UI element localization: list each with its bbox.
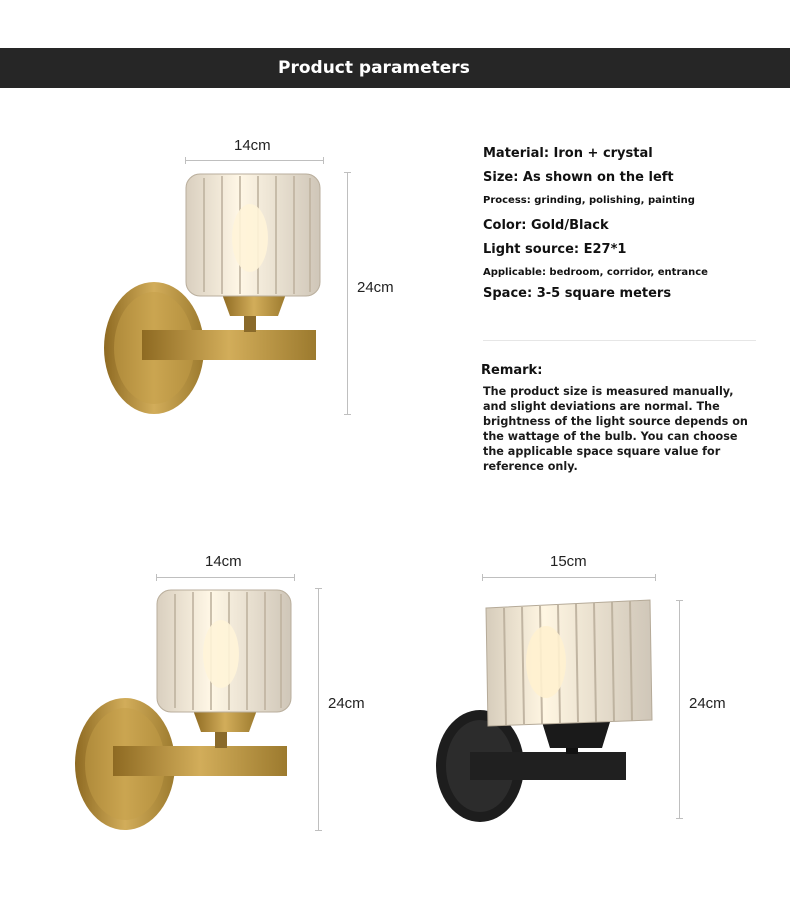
lamp1-height-line: [347, 172, 348, 415]
lamp2-height-label: 24cm: [328, 695, 365, 712]
lamp3-height-label: 24cm: [689, 695, 726, 712]
header-banner: [0, 48, 790, 88]
remark-body: The product size is measured manually, and slight deviations are normal. The brightness of the light source depends on the wattage of the bulb. You can choose the applicable space square value for reference only.: [483, 385, 748, 473]
spec-material: Material: Iron + crystal: [483, 146, 653, 161]
lamp1-image: [104, 168, 324, 418]
lamp3-image: [436, 596, 660, 826]
spec-applicable: Applicable: bedroom, corridor, entrance: [483, 267, 708, 278]
spec-size: Size: As shown on the left: [483, 170, 674, 185]
spec-color: Color: Gold/Black: [483, 218, 609, 233]
lamp1-height-label: 24cm: [357, 279, 394, 296]
lamp3-height-line: [679, 600, 680, 819]
remark-title: Remark:: [481, 363, 543, 378]
lamp2-width-label: 14cm: [205, 553, 242, 570]
lamp2-width-line: [156, 577, 295, 578]
banner-title: Product parameters: [278, 58, 470, 78]
spec-light-source: Light source: E27*1: [483, 242, 627, 257]
spec-process: Process: grinding, polishing, painting: [483, 195, 695, 206]
lamp3-width-label: 15cm: [550, 553, 587, 570]
lamp3-width-line: [482, 577, 656, 578]
lamp1-width-line: [185, 160, 324, 161]
spec-space: Space: 3-5 square meters: [483, 286, 672, 301]
spec-divider: [483, 340, 756, 341]
lamp1-width-label: 14cm: [234, 137, 271, 154]
spec-list: [483, 146, 773, 310]
lamp2-height-line: [318, 588, 319, 831]
lamp2-image: [75, 584, 295, 834]
